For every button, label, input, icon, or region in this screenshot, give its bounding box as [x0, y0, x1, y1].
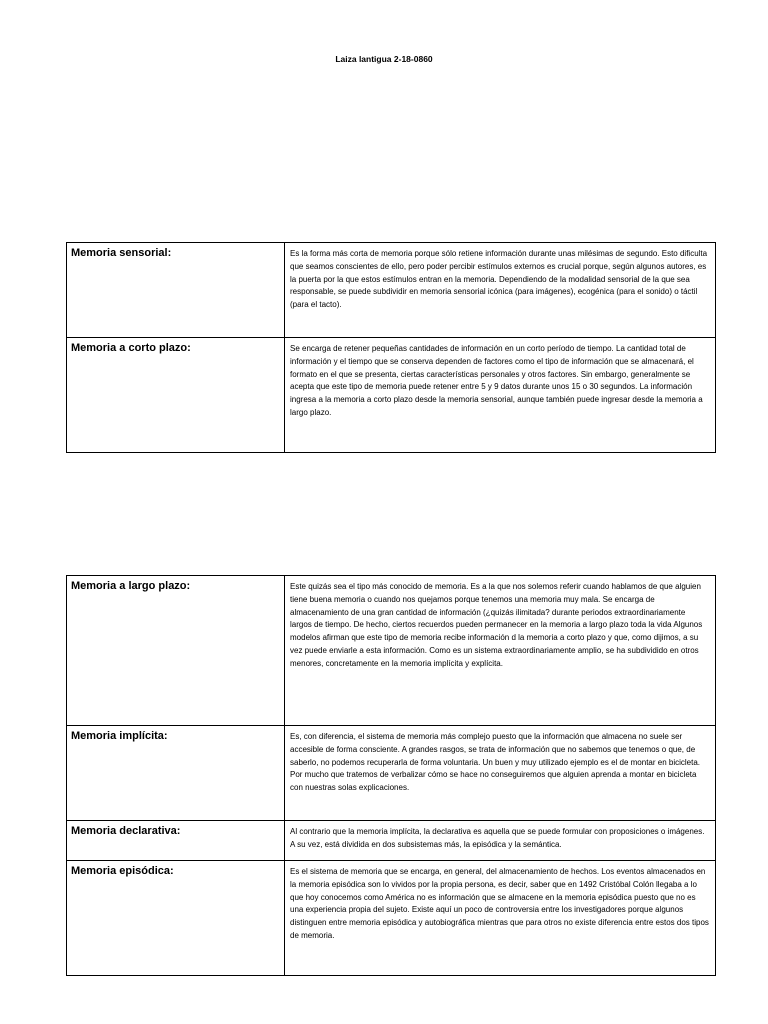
memory-table-2: [66, 575, 716, 976]
table-row: [67, 338, 716, 453]
term-cell: Memoria implícita:: [67, 726, 285, 821]
description-cell: Este quizás sea el tipo más conocido de memoria. Es a la que nos solemos referir cuando hablamos de que alguien tiene buena memoria o cuando nos quejamos porque tenemos una memoria muy mala. Se encarga de almacenamiento de una gran cantidad de información (¿quizás ilimitada? durante periodos extraordinariamente largos de tiempo. De hecho, ciertos recuerdos pueden permanecer en la memoria a largo plazo toda la vida Algunos modelos afirman que este tipo de memoria recibe información d la memoria a corto plazo y que, como dijimos, a su vez puede enviarle a esta información. Como es un sistema extraordinariamente amplio, se ha subdividido en otros menores, concretamente en la memoria implícita y explícita.: [285, 576, 716, 726]
term-cell: Memoria a corto plazo:: [67, 338, 285, 453]
description-cell: Al contrario que la memoria implícita, la declarativa es aquella que se puede formular con proposiciones o imágenes. A su vez, está dividida en dos subsistemas más, la episódica y la semántica.: [285, 821, 716, 861]
table-row: [67, 243, 716, 338]
term-cell: Memoria declarativa:: [67, 821, 285, 861]
table-row: [67, 861, 716, 976]
table-row: [67, 576, 716, 726]
term-cell: Memoria a largo plazo:: [67, 576, 285, 726]
term-cell: Memoria episódica:: [67, 861, 285, 976]
description-cell: Es, con diferencia, el sistema de memoria más complejo puesto que la información que almacena no suele ser accesible de forma consciente. A grandes rasgos, se trata de información que no sabemos que tenemos o que, de saberlo, no podemos recuperarla de forma voluntaria. Un buen y muy utilizado ejemplo es el de montar en bicicleta. Por mucho que tratemos de verbalizar cómo se hace no conseguiremos que alguien aprenda a montar en bicicleta con nuestras solas explicaciones.: [285, 726, 716, 821]
description-cell: Se encarga de retener pequeñas cantidades de información en un corto período de tiempo. La cantidad total de información y el tiempo que se conserva dependen de factores como el tipo de información que se almacenará, el formato en el que se presenta, ciertas características personales y otros factores. Sin embargo, generalmente se acepta que este tipo de memoria puede retener entre 5 y 9 datos durante unos 15 o 30 segundos. La información ingresa a la memoria a corto plazo desde la memoria sensorial, aunque también puede ingresar desde la memoria a largo plazo.: [285, 338, 716, 453]
memory-table-1: [66, 242, 716, 453]
document-header: Laiza lantigua 2-18-0860: [335, 54, 433, 64]
description-cell: Es la forma más corta de memoria porque sólo retiene información durante unas milésimas de segundo. Esto dificulta que seamos conscientes de ello, pero poder percibir estímulos externos es crucial porque, según algunos autores, es la puerta por la que estos estímulos entran en la memoria. Dependiendo de la modalidad sensorial de la que sea responsable, se puede subdividir en memoria sensorial icónica (para imágenes), ecogénica (para el sonido) o táctil (para el tacto).: [285, 243, 716, 338]
table-row: [67, 726, 716, 821]
description-cell: Es el sistema de memoria que se encarga, en general, del almacenamiento de hechos. Los eventos almacenados en la memoria episódica son lo vividos por la propia persona, es decir, saber que en 1492 Cristóbal Colón llegaba a lo que hoy conocemos como América no es información que se almacene en la memoria episódica puesto que no es una experiencia propia del sujeto. Existe aquí un poco de controversia entre los investigadores porque algunos distinguen entre memoria episódica y autobiográfica mientras que para otros no existe diferencia entre estos dos tipos de memoria.: [285, 861, 716, 976]
table-row: [67, 821, 716, 861]
term-cell: Memoria sensorial:: [67, 243, 285, 338]
